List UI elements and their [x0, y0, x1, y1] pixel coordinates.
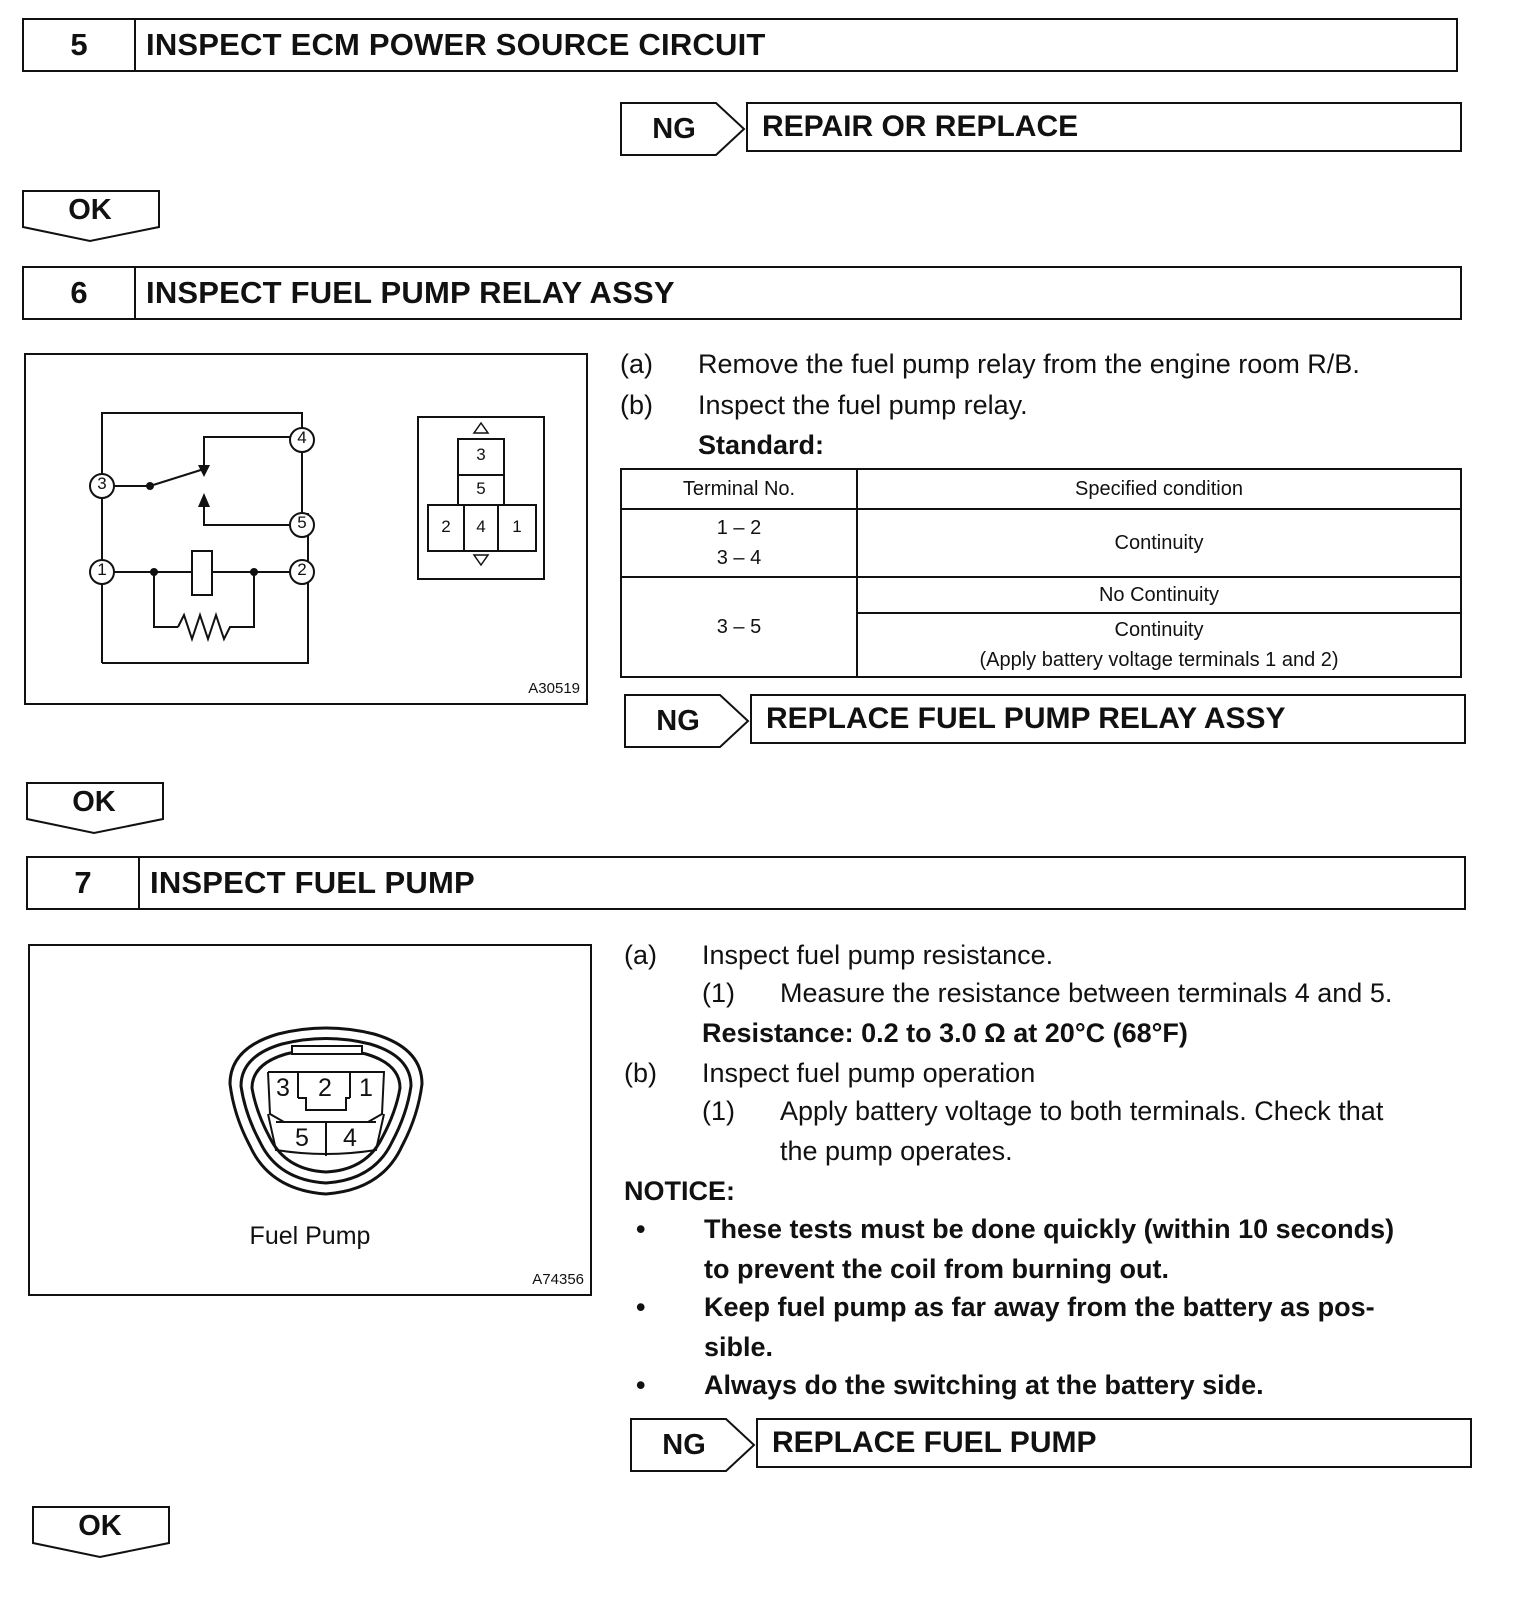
standard-table: [620, 468, 1462, 678]
step-7-b-marker: (b): [624, 1058, 657, 1088]
step-6-ng-branch: [624, 694, 1466, 748]
step-7-a1-text: Measure the resistance between terminals 4 and 5.: [780, 978, 1393, 1008]
connector-terminal-5: 5: [476, 479, 486, 498]
relay-figure: [24, 353, 588, 705]
connector-terminal-1: 1: [512, 517, 522, 536]
step-7-b1-line1: Apply battery voltage to both terminals. Check that: [780, 1096, 1384, 1126]
step-7-b1-line2: the pump operates.: [780, 1136, 1013, 1166]
condition-no-continuity: No Continuity: [857, 577, 1461, 613]
step-5-header: [22, 18, 1458, 72]
connector-terminal-2: 2: [441, 517, 451, 536]
condition-note: (Apply battery voltage terminals 1 and 2): [979, 649, 1339, 671]
step-6-header: [22, 266, 1462, 320]
fuel-pump-caption: Fuel Pump: [249, 1222, 371, 1250]
table-row-terminal: [621, 509, 857, 577]
step-6-b-text: Inspect the fuel pump relay.: [698, 390, 1028, 420]
notice-1-line1: These tests must be done quickly (within 10 seconds): [704, 1214, 1395, 1244]
notice-2-line1: Keep fuel pump as far away from the battery as pos-: [704, 1292, 1375, 1322]
step-6-ng-action: REPLACE FUEL PUMP RELAY ASSY: [750, 694, 1466, 744]
notice-3: Always do the switching at the battery side.: [704, 1370, 1264, 1400]
fuel-pump-figure: [28, 944, 592, 1296]
step-7-ok-branch: [32, 1506, 168, 1558]
table-header-condition: Specified condition: [857, 469, 1461, 509]
connector-terminal-4: 4: [476, 517, 486, 536]
step-5-ok-label: OK: [68, 193, 112, 226]
step-7-a1-marker: (1): [702, 978, 735, 1008]
fuel-pump-figure-id: A74356: [532, 1271, 584, 1288]
condition-continuity: Continuity: [1114, 619, 1204, 641]
step-7-b-text: Inspect fuel pump operation: [702, 1058, 1036, 1088]
pump-terminal-2: 2: [318, 1074, 332, 1102]
step-5-ng-action: REPAIR OR REPLACE: [746, 102, 1462, 152]
pump-terminal-4: 4: [343, 1124, 357, 1152]
step-7-b1-marker: (1): [702, 1096, 735, 1126]
notice-bullet-3: •: [636, 1370, 646, 1400]
step-6-ok-label: OK: [72, 785, 116, 818]
step-7-ng-branch: [630, 1418, 1472, 1472]
step-5-ng-branch: [620, 102, 1462, 156]
circuit-terminal-1: 1: [97, 560, 107, 579]
step-7-ng-label: NG: [662, 1428, 706, 1461]
step-5-title: INSPECT ECM POWER SOURCE CIRCUIT: [146, 27, 766, 62]
step-7-header: [26, 856, 1466, 910]
step-5-ng-label: NG: [652, 112, 696, 145]
step-6-number: 6: [24, 268, 136, 318]
step-6-title: INSPECT FUEL PUMP RELAY ASSY: [146, 275, 675, 310]
step-5-number: 5: [24, 20, 136, 70]
pump-terminal-5: 5: [295, 1124, 309, 1152]
step-7-ng-action: REPLACE FUEL PUMP: [756, 1418, 1472, 1468]
circuit-terminal-3: 3: [97, 474, 107, 493]
table-row-condition: Continuity: [857, 509, 1461, 577]
terminal-3-4: 3 – 4: [716, 547, 762, 569]
terminal-3-5: 3 – 5: [621, 577, 857, 677]
notice-label: NOTICE:: [624, 1176, 735, 1206]
resistance-spec: Resistance: 0.2 to 3.0 Ω at 20°C (68°F): [702, 1018, 1188, 1048]
relay-figure-id: A30519: [528, 680, 580, 697]
step-6-a-marker: (a): [620, 349, 653, 379]
step-6-ok-branch: [26, 782, 162, 834]
step-7-title: INSPECT FUEL PUMP: [150, 865, 475, 900]
step-7-number: 7: [28, 858, 140, 908]
step-5-ok-branch: [22, 190, 158, 242]
relay-coil: [192, 551, 212, 595]
step-6-b-marker: (b): [620, 390, 653, 420]
step-7-a-text: Inspect fuel pump resistance.: [702, 940, 1054, 970]
circuit-terminal-2: 2: [297, 560, 307, 579]
table-header-terminal: Terminal No.: [621, 469, 857, 509]
circuit-terminal-5: 5: [297, 513, 307, 532]
pump-terminal-1: 1: [359, 1074, 373, 1102]
notice-bullet-1: •: [636, 1214, 646, 1244]
step-7-a-marker: (a): [624, 940, 657, 970]
notice-bullet-2: •: [636, 1292, 646, 1322]
terminal-1-2: 1 – 2: [716, 517, 762, 539]
notice-2-line2: sible.: [704, 1332, 774, 1362]
circuit-terminal-4: 4: [297, 428, 307, 447]
step-6-ng-label: NG: [656, 704, 700, 737]
standard-label: Standard:: [698, 430, 825, 460]
step-6-a-text: Remove the fuel pump relay from the engine room R/B.: [698, 349, 1360, 379]
connector-terminal-3: 3: [476, 445, 486, 464]
notice-1-line2: to prevent the coil from burning out.: [704, 1254, 1169, 1284]
pump-terminal-3: 3: [276, 1074, 290, 1102]
condition-continuity-battery: [857, 613, 1461, 677]
step-7-ok-label: OK: [78, 1509, 122, 1542]
